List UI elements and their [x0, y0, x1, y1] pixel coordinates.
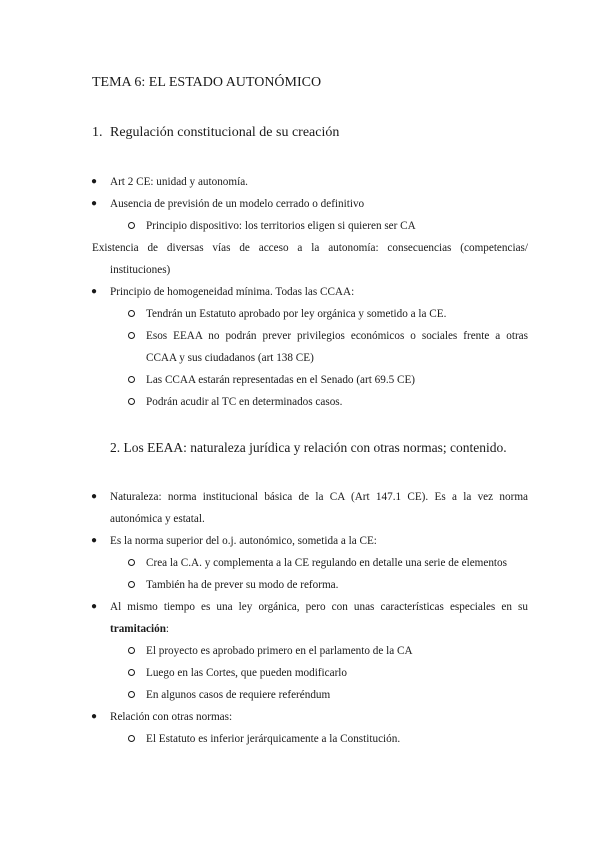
sub-bullet-icon: [128, 735, 135, 742]
sub-bullet-icon: [128, 332, 135, 339]
s2-bullet-1-line-1: Naturaleza: norma institucional básica de la CA (Art 147.1 CE). Es a la vez norma: [110, 491, 528, 503]
s1-bullet-2: Ausencia de previsión de un modelo cerrado o definitivo: [110, 198, 365, 210]
s2-bullet-3-line-2: [110, 622, 169, 636]
s2-bullet-1-line-2: autonómica y estatal.: [110, 513, 205, 525]
sub-bullet-icon: [128, 222, 135, 229]
bullet-icon: ●: [91, 176, 98, 187]
bullet-icon: ●: [91, 535, 98, 546]
s1-bullet-2-sub-1: Principio dispositivo: los territorios eligen si quieren ser CA: [146, 220, 416, 232]
s2-bullet-3-sub-2: Luego en las Cortes, que pueden modificarlo: [146, 667, 348, 679]
emphasis-tramitacion: tramitación: [110, 623, 166, 635]
sub-bullet-icon: [128, 310, 135, 317]
sub-bullet-icon: [128, 581, 135, 588]
s2-bullet-3-sub-3: En algunos casos de requiere referéndum: [146, 689, 331, 701]
document-title: TEMA 6: EL ESTADO AUTONÓMICO: [92, 75, 322, 90]
s1-bullet-1: Art 2 CE: unidad y autonomía.: [110, 176, 248, 188]
bullet-icon: ●: [91, 711, 98, 722]
section-1-heading: Regulación constitucional de su creación: [110, 125, 340, 140]
sub-bullet-icon: [128, 398, 135, 405]
s2-bullet-4-sub-1: El Estatuto es inferior jerárquicamente a la Constitución.: [146, 733, 401, 745]
s2-bullet-3-line-1: Al mismo tiempo es una ley orgánica, pero con unas características especiales en su: [110, 601, 528, 613]
s2-bullet-4: Relación con otras normas:: [110, 711, 233, 723]
section-1-number: 1.: [92, 125, 103, 140]
s1-bullet-3-sub-4: Podrán acudir al TC en determinados casos.: [146, 396, 343, 408]
bullet-icon: ●: [91, 491, 98, 502]
s2-bullet-2: Es la norma superior del o.j. autonómico, sometida a la CE:: [110, 535, 377, 547]
bullet-icon: ●: [91, 198, 98, 209]
section-2-heading: 2. Los EEAA: naturaleza jurídica y relación con otras normas; contenido.: [110, 440, 507, 455]
s1-bullet-3-sub-1: Tendrán un Estatuto aprobado por ley orgánica y sometido a la CE.: [146, 308, 447, 320]
s1-paragraph-line-1: Existencia de diversas vías de acceso a la autonomía: consecuencias (competencias/: [92, 242, 528, 254]
s1-bullet-3-sub-2-line-1: Esos EEAA no podrán prever privilegios económicos o sociales frente a otras: [146, 330, 528, 342]
sub-bullet-icon: [128, 559, 135, 566]
s1-bullet-3-sub-3: Las CCAA estarán representadas en el Senado (art 69.5 CE): [146, 374, 416, 386]
bullet-icon: ●: [91, 601, 98, 612]
s2-bullet-3-sub-1: El proyecto es aprobado primero en el parlamento de la CA: [146, 645, 413, 657]
s1-paragraph-line-2: instituciones): [110, 264, 171, 276]
sub-bullet-icon: [128, 669, 135, 676]
bullet-icon: ●: [91, 286, 98, 297]
s2-bullet-2-sub-2: También ha de prever su modo de reforma.: [146, 579, 339, 591]
s1-bullet-3: Principio de homogeneidad mínima. Todas las CCAA:: [110, 286, 355, 298]
sub-bullet-icon: [128, 691, 135, 698]
s2-bullet-2-sub-1: Crea la C.A. y complementa a la CE regulando en detalle una serie de elementos: [146, 557, 507, 569]
s1-bullet-3-sub-2-line-2: CCAA y sus ciudadanos (art 138 CE): [146, 352, 314, 364]
sub-bullet-icon: [128, 647, 135, 654]
colon: :: [165, 623, 170, 635]
sub-bullet-icon: [128, 376, 135, 383]
